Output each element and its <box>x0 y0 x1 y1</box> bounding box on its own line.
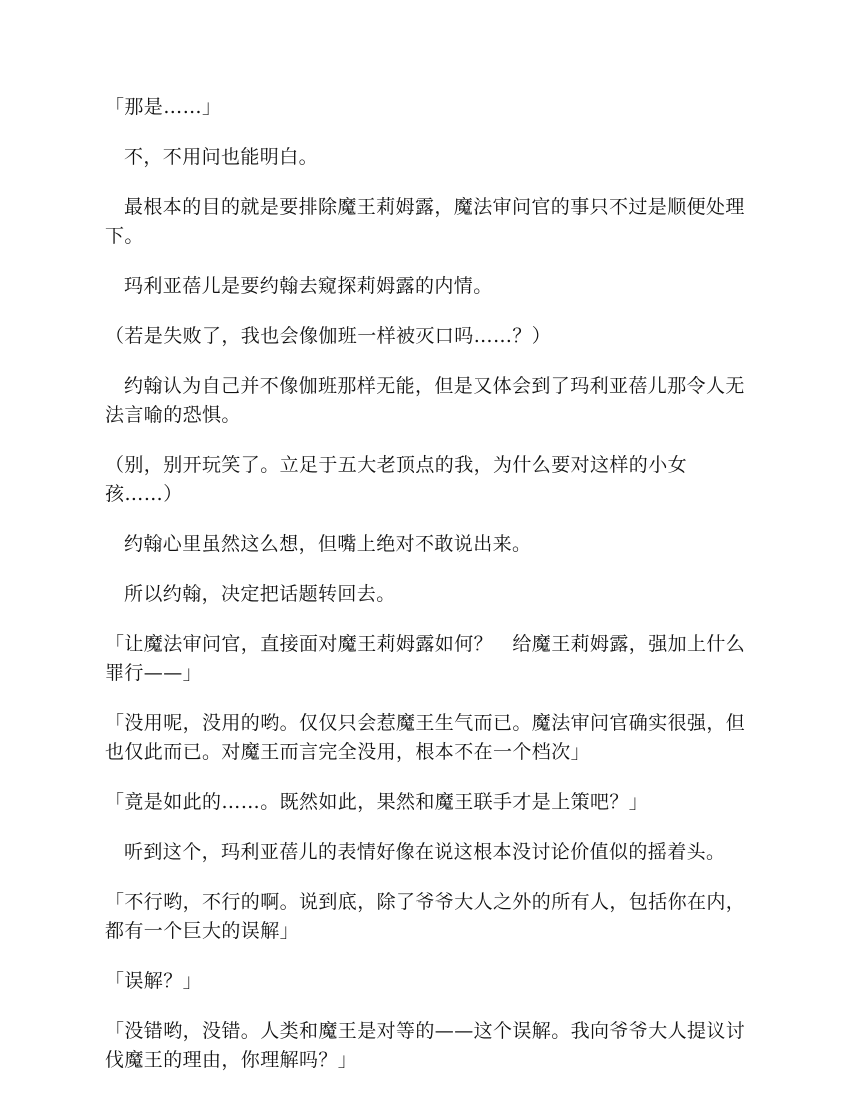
paragraph-thought: （别，别开玩笑了。立足于五大老顶点的我，为什么要对这样的小女孩……） <box>105 454 688 505</box>
paragraph-narration: 最根本的目的就是要排除魔王莉姆露，魔法审问官的事只不过是顺便处理下。 <box>105 196 745 247</box>
paragraph-narration: 约翰心里虽然这么想，但嘴上绝对不敢说出来。 <box>124 533 532 555</box>
paragraph-dialogue: 「竟是如此的……。既然如此，果然和魔王联手才是上策吧？」 <box>105 791 649 813</box>
paragraph-dialogue: 「误解？」 <box>105 970 203 992</box>
paragraph-dialogue: 「没错哟，没错。人类和魔王是对等的——这个误解。我向爷爷大人提议讨伐魔王的理由，你理解吗？」 <box>105 1020 746 1071</box>
text-body <box>105 93 750 1096</box>
paragraph-dialogue: 「没用呢，没用的哟。仅仅只会惹魔王生气而已。魔法审问官确实很强，但也仅此而已。对魔王而言完全没用，根本不在一个档次」 <box>105 712 746 763</box>
paragraph-narration: 听到这个，玛利亚蓓儿的表情好像在说这根本没讨论价值似的摇着头。 <box>124 841 726 863</box>
paragraph-narration: 所以约翰，决定把话题转回去。 <box>124 583 396 605</box>
paragraph-dialogue: 「那是……」 <box>105 96 222 118</box>
paragraph-narration: 约翰认为自己并不像伽班那样无能，但是又体会到了玛利亚蓓儿那令人无法言喻的恐惧。 <box>105 375 745 426</box>
paragraph-narration: 不，不用问也能明白。 <box>124 146 319 168</box>
paragraph-thought: （若是失败了，我也会像伽班一样被灭口吗……？） <box>105 325 552 347</box>
paragraph-dialogue: 「让魔法审问官，直接面对魔王莉姆露如何？ 给魔王莉姆露，强加上什么罪行——」 <box>105 633 746 684</box>
paragraph-narration: 玛利亚蓓儿是要约翰去窥探莉姆露的内情。 <box>124 275 493 297</box>
paragraph-dialogue: 「不行哟，不行的啊。说到底，除了爷爷大人之外的所有人，包括你在内，都有一个巨大的误解」 <box>105 891 746 942</box>
